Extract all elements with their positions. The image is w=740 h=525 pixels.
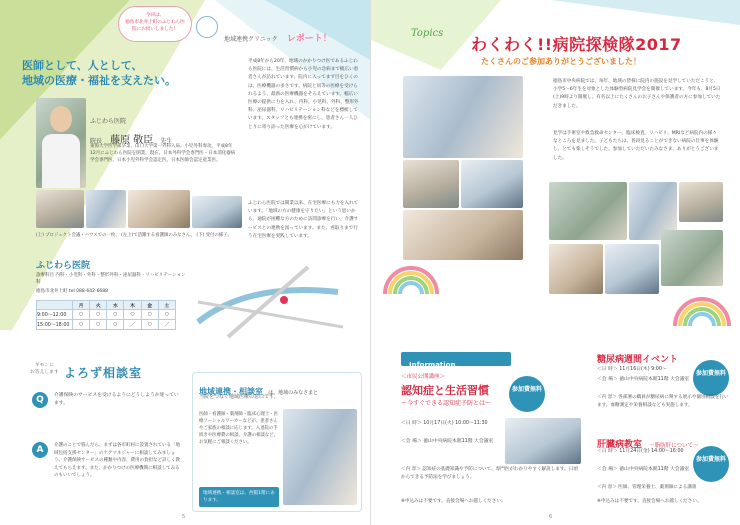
- event-photo-10: [661, 230, 723, 286]
- lecture-photo: [505, 418, 581, 464]
- event1-date: ＜日 時＞ 11月16日(木) 9:00〜: [597, 367, 667, 372]
- event-photo-9: [605, 244, 659, 294]
- event2-content: ＜内 容＞ 医師、管理栄養士、薬剤師による講義: [597, 485, 697, 490]
- schedule-time: 15:00〜18:00: [37, 320, 73, 330]
- schedule-header-row: [37, 301, 176, 310]
- topics-body: 徳島市中央病院では、毎年、地域の皆様に院内の施設を見学していただこうと、小学5〜6年生を対象とした体験型病院見学会を開催しています。今年も、8月5日(土)9時より開催し、有名以上にたくさんのお子さんや保護者の方に参加していただきました。: [553, 79, 721, 109]
- page-number-right: 6: [549, 514, 553, 520]
- headline-line-2: 地域の医療・福祉を支えたい。: [22, 74, 176, 87]
- a-mark: A: [32, 442, 48, 458]
- question-block: [32, 392, 182, 408]
- director-photo: [36, 98, 86, 188]
- event2-note: ※申込みは不要です。直接会場へお越しください。: [597, 499, 702, 504]
- consult-small-label: ギモンに お答えします: [30, 363, 59, 375]
- event1-place: ＜会 場＞ 徳山中央病院本館11階 大会議室: [597, 377, 690, 382]
- question-text: 介護保険のサービスを受けるようにどうしようか迷っています。: [54, 393, 179, 406]
- schedule-header: 土: [158, 301, 175, 310]
- box-title: 地域連携・相談室: [199, 387, 263, 396]
- event-photo-2: [403, 160, 459, 208]
- info-header-label: Information: [409, 361, 456, 369]
- staff-photo: [283, 409, 357, 505]
- schedule-header: 金: [141, 301, 158, 310]
- header-label: 地域連携クリニック: [224, 36, 278, 43]
- rainbow-left: [381, 262, 441, 296]
- lecture-content: ＜内 容＞ 認知症の基礎知識や予防について、専門医がわかりやすく解説します。日頃からできる予防法を学びましょう。: [401, 467, 578, 480]
- lecture-title: 認知症と生活習慣: [401, 384, 489, 397]
- free-badge-2: 参加費無料: [693, 360, 729, 396]
- article-text: 平成8年から20年、地域のかかりつけ医であるふじわら医院には、生活習慣病から小児の急病まで幅広い患者さんが訪れています。院内に入ってまず目をひくのは、医療機器の多さです。病院と同等の医療を受けられるよう、最新の医療機器をそろえています。幅広い医療の提供に力を入れ、内科、小児科、外科、整形外科、泌尿器科、リハビリテーション科などを標榜しています。スタッフとも連携を密にし、患者さん一人ひとりに寄り添った医療を心がけています。: [248, 59, 359, 130]
- director-role: 院長: [90, 138, 103, 145]
- event-photo-5: [549, 182, 627, 240]
- clinic-info: 診療科目 内科・小児科・外科・整形外科・泌尿器科・リハビリテーション科: [36, 273, 186, 285]
- speech-bubble: [118, 6, 192, 42]
- consult-box: [192, 372, 362, 512]
- speech-bubble-text: 今回は、 徳島市北井上町のふじわら医院にお伺いしました！: [125, 13, 185, 32]
- photo-caption: (上) プロジェクト会議・ハウスでの一枚、 (左上)で活躍する看護師のみなさん。 (下) 受付の様子。: [36, 233, 232, 238]
- event-photo-4: [403, 210, 523, 260]
- schedule-mark: ○: [107, 320, 124, 330]
- schedule-header: [37, 301, 73, 310]
- answer-text: 介護のことで悩んだら、まずは各市町村に設置されている「地域包括支援センター」のケアマネジャーに相談してみましょう。介護保険サービスの種類や内容、費用の負担など詳しく教えてもらえます。また、かかりつけの医療機関に相談してみるのもいいでしょう。: [54, 443, 180, 479]
- topics-body-2: 見学は手術室や救急救命センター、臨床検査、リハビリ、MRIなど病院内の様々なところを見ました。子どもたちは、普段見ることができない病院の仕事を体験し、とても楽しそうでした。参加していただいたみなさま、ありがとうございました。: [553, 131, 719, 161]
- event2-date: ＜日 時＞ 11月24日(金) 14:00〜16:00: [597, 449, 684, 454]
- schedule-mark: ／: [124, 320, 141, 330]
- clinic-map: [188, 262, 348, 342]
- answer-block: [32, 442, 182, 480]
- headline-line-1: 医師として、人として、: [22, 59, 143, 72]
- clinic-name-small: ふじわら医院: [90, 118, 127, 125]
- lecture-series: ＜市民公開講座＞: [401, 374, 446, 380]
- free-badge-1: 参加費無料: [509, 376, 545, 412]
- rainbow-right: [671, 292, 733, 328]
- clinic-photo-3: [128, 190, 190, 228]
- schedule-mark: ○: [90, 320, 107, 330]
- clinic-photo-2: [86, 190, 126, 228]
- clinic-photo-1: [36, 190, 84, 228]
- schedule-header: 水: [107, 301, 124, 310]
- schedule-row: [37, 310, 176, 320]
- event-photo-7: [679, 182, 723, 222]
- mascot-icon: [196, 16, 218, 38]
- schedule-mark: ○: [73, 320, 90, 330]
- clinic-photo-4: [192, 196, 242, 228]
- consult-title: よろず相談室: [64, 366, 143, 380]
- event1-content: ＜内 容＞ 各部署の職員が糖尿病に関する展示や個別相談を行います。血糖測定や栄養相談なども実施します。: [597, 395, 729, 408]
- box-text: 医師・看護師・薬剤師・臨床心理士・医療ソーシャルワーカーなどが、患者さんやご家族の相談に応じます。入退院の手続きや医療費の相談、介護の相談など、お気軽にご相談ください。: [199, 412, 279, 445]
- box-line-2: 当院をつなぐ地域医療の窓口です。: [199, 394, 279, 400]
- schedule-header: 木: [124, 301, 141, 310]
- lecture-place: ＜会 場＞ 徳山中央病院本館11階 大会議室: [401, 439, 494, 444]
- page-number-left: 5: [182, 514, 186, 520]
- topics-label: Topics: [411, 28, 444, 39]
- schedule-header: 月: [73, 301, 90, 310]
- topics-subtitle: たくさんのご参加ありがとうございました！: [481, 57, 641, 66]
- schedule-header: 火: [90, 301, 107, 310]
- schedule-mark: ○: [107, 310, 124, 320]
- director-suffix: 先生: [160, 138, 173, 145]
- schedule-mark: ○: [124, 310, 141, 320]
- schedule-mark: ○: [141, 320, 158, 330]
- free-badge-3: 参加費無料: [693, 446, 729, 482]
- schedule-mark: ○: [141, 310, 158, 320]
- box-hours: 地域連携・相談室は、西館1階にあります。: [199, 487, 279, 507]
- clinic-name: ふじわら医院: [36, 261, 91, 271]
- schedule-mark: ○: [90, 310, 107, 320]
- lecture-note: ※申込みは不要です。直接会場へお越しください。: [401, 499, 506, 504]
- header-report: レポート！: [286, 34, 332, 44]
- lecture-subtitle: 〜今すぐできる認知症予防とは〜: [401, 400, 492, 407]
- event2-title: 肝臓病教室: [597, 440, 643, 450]
- event1-title: 糖尿病週間イベント: [597, 355, 679, 365]
- event-photo-1: [403, 76, 523, 158]
- event-photo-8: [549, 244, 603, 294]
- schedule-mark: ／: [158, 320, 175, 330]
- headline: [22, 58, 242, 88]
- schedule-mark: ○: [158, 310, 175, 320]
- clinic-address: 徳島市北井上町 tel 088-642-6688: [36, 289, 109, 294]
- topics-title: わくわく!!病院探検隊2017: [471, 35, 682, 54]
- lecture-date: ＜日 時＞ 10月17日(火) 10:00〜11:30: [401, 421, 488, 426]
- director-bio: 東海大学医学部卒業、山口大学第一外科入局。小児外科専攻。平成8年12月にふじわら医院を開業。現在、日本外科学会専門医・日本消化器病学会専門医、日本小児外科学会認定医。日本医師会認定産業医。: [90, 144, 236, 163]
- info-header: [401, 352, 511, 369]
- report-header: [224, 26, 364, 44]
- event-photo-3: [461, 160, 523, 208]
- schedule-row: [37, 320, 176, 330]
- event2-subtitle: 〜脂肪肝について〜: [649, 443, 699, 449]
- article-text-2: ふじわら医院では開業以来、在宅医療にも力を入れています。「地域の方の健康を守りたい」という思いから、通院が困難な方のために訪問診療を行い、介護サービスとの連携を図っています。また、看取りまで行う在宅医療を実践しています。: [248, 201, 359, 239]
- director-name: 藤原 敬臣: [110, 135, 154, 146]
- schedule-table: [36, 300, 176, 330]
- q-mark: Q: [32, 392, 48, 408]
- box-subtitle: は、地域のみなさまと: [268, 390, 319, 396]
- event2-place: ＜会 場＞ 徳山中央病院本館11階 大会議室: [597, 467, 690, 472]
- schedule-time: 9:00〜12:00: [37, 310, 73, 320]
- right-page: [371, 0, 740, 525]
- schedule-mark: ○: [73, 310, 90, 320]
